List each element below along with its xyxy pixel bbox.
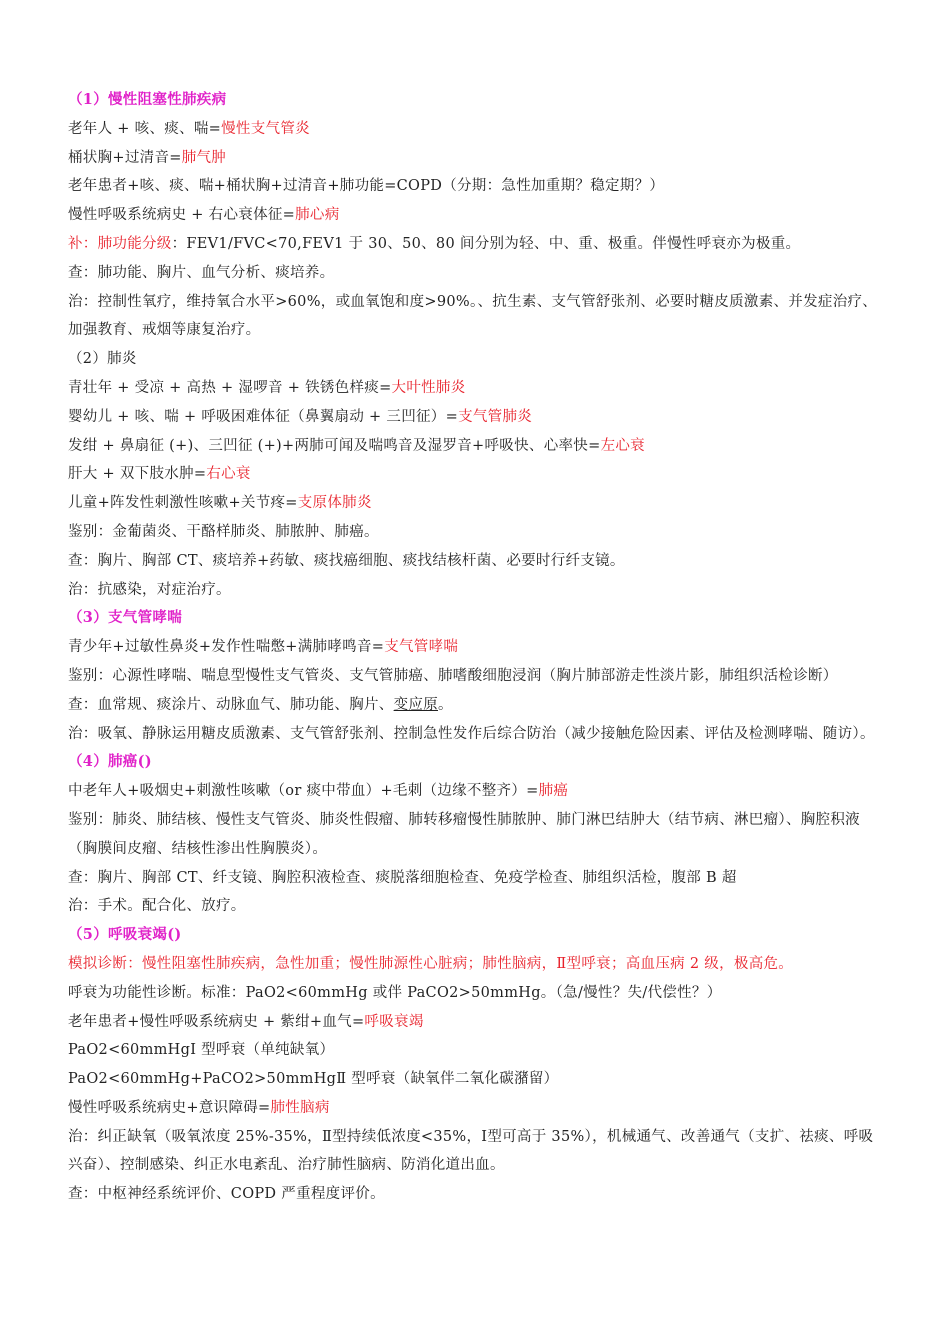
text-line (68, 864, 888, 893)
text-line (68, 172, 888, 201)
text-segment: （4）肺癌() (68, 753, 152, 771)
highlight-text: 左心衰 (600, 437, 645, 454)
text-segment: 发绀 + 鼻扇征 (+)、三凹征 (+)+两肺可闻及喘鸣音及湿罗音+呼吸快、心率快= (68, 437, 601, 454)
text-line (68, 662, 888, 691)
text-line (68, 144, 888, 173)
text-segment: 慢性呼吸系统病史 + 右心衰体征= (68, 207, 296, 224)
text-line (68, 1094, 888, 1123)
text-line (68, 259, 888, 288)
text-line (68, 230, 888, 259)
text-line (68, 1036, 888, 1065)
text-segment: 查：血常规、痰涂片、动脉血气、肺功能、胸片、 (68, 696, 394, 713)
text-line (68, 777, 888, 806)
text-segment: 鉴别：肺炎、肺结核、慢性支气管炎、肺炎性假瘤、肺转移瘤慢性肺脓肿、肺门淋巴结肿大（结节病、淋巴瘤）、胸腔积液（胸膜间皮瘤、结核性渗出性胸膜炎）。 (68, 811, 860, 857)
highlight-text: 支气管哮喘 (384, 639, 459, 656)
text-segment: 鉴别：金葡菌炎、干酪样肺炎、肺脓肿、肺癌。 (68, 523, 379, 540)
highlight-text: 呼吸衰竭 (364, 1013, 424, 1030)
text-segment: 婴幼儿 + 咳、喘 + 呼吸困难体征（鼻翼扇动 + 三凹征）= (68, 408, 459, 425)
text-line (68, 806, 888, 864)
highlight-text: 肺心病 (295, 207, 340, 224)
text-segment: 治：控制性氧疗，维持氧合水平>60%，或血氧饱和度>90%。、抗生素、支气管舒张剂、必要时糖皮质激素、并发症治疗、加强教育、戒烟等康复治疗。 (68, 293, 878, 339)
text-segment: （5）呼吸衰竭() (68, 926, 182, 944)
text-line (68, 576, 888, 605)
text-segment: 查：肺功能、胸片、血气分析、痰培养。 (68, 264, 335, 281)
text-segment: ：FEV1/FVC<70,FEV1 于 30、50、80 间分别为轻、中、重、极重。伴慢性呼衰亦为极重。 (171, 235, 801, 252)
text-line (68, 489, 888, 518)
text-segment: （1）慢性阻塞性肺疾病 (68, 91, 227, 108)
text-line (68, 432, 888, 461)
text-segment: 呼衰为功能性诊断。标准：PaO2<60mmHg 或伴 PaCO2>50mmHg。（急/慢性？失/代偿性？） (68, 984, 722, 1001)
text-segment: 青少年+过敏性鼻炎+发作性喘憋+满肺哮鸣音= (68, 639, 385, 656)
text-line (68, 518, 888, 547)
text-segment: 青壮年 + 受凉 + 高热 + 湿啰音 + 铁锈色样痰= (68, 379, 392, 396)
text-line (68, 633, 888, 662)
text-segment: 治：纠正缺氧（吸氧浓度 25%-35%，Ⅱ型持续低浓度<35%，Ⅰ型可高于 35%），机械通气、改善通气（支扩、祛痰、呼吸兴奋）、控制感染、纠正水电紊乱、治疗肺性脑病、防消化道出血。 (68, 1128, 874, 1174)
highlight-text: 大叶性肺炎 (391, 379, 466, 396)
section-heading (68, 604, 888, 633)
highlight-text: 肺气肿 (181, 149, 227, 166)
text-segment: 老年人 + 咳、痰、喘= (68, 120, 222, 137)
highlight-text: 补： (68, 235, 98, 252)
text-segment: PaO2<60mmHg+PaCO2>50mmHgⅡ 型呼衰（缺氧伴二氧化碳潴留） (68, 1071, 559, 1088)
text-segment: 肝大 + 双下肢水肿= (68, 466, 207, 483)
highlight-text: 右心衰 (206, 466, 251, 483)
text-line (68, 1008, 888, 1037)
highlight-text: 肺性脑病 (270, 1099, 330, 1116)
text-line (68, 1065, 888, 1094)
text-segment: 老年患者+慢性呼吸系统病史 + 紫绀+血气= (68, 1013, 365, 1030)
text-line (68, 547, 888, 576)
text-segment: 治：吸氧、静脉运用糖皮质激素、支气管舒张剂、控制急性发作后综合防治（减少接触危险因素、评估及检测哮喘、随访）。 (68, 725, 875, 742)
text-line (68, 460, 888, 489)
text-line (68, 892, 888, 921)
text-segment: 查：胸片、胸部 CT、痰培养+药敏、痰找癌细胞、痰找结核杆菌、必要时行纤支镜。 (68, 552, 625, 569)
highlight-text: 肺癌 (538, 783, 569, 800)
highlight-text: 慢性支气管炎 (221, 120, 310, 137)
text-line (68, 115, 888, 144)
text-segment: 慢性呼吸系统病史+意识障碍= (68, 1099, 271, 1116)
highlight-text: 肺功能分级 (97, 235, 172, 252)
text-segment: 变应原 (393, 696, 439, 713)
text-segment: 桶状胸+过清音= (68, 149, 182, 166)
section-heading (68, 748, 888, 777)
text-segment: 查：胸片、胸部 CT、纤支镜、胸腔积液检查、痰脱落细胞检查、免疫学检查、肺组织活检，腹部 B 超 (68, 869, 737, 886)
text-segment: （3）支气管哮喘 (68, 609, 182, 627)
text-segment: （2）肺炎 (68, 351, 137, 368)
highlight-text: 支原体肺炎 (297, 495, 372, 512)
text-line (68, 979, 888, 1008)
highlight-text: 支气管肺炎 (458, 408, 533, 425)
text-segment: 模拟诊断：慢性阻塞性肺疾病，急性加重；慢性肺源性心脏病；肺性脑病，Ⅱ型呼衰；高血压病 2 级，极高危。 (68, 955, 794, 972)
text-segment: 治：抗感染，对症治疗。 (68, 581, 231, 598)
text-line (68, 1123, 888, 1181)
text-line (68, 1180, 888, 1209)
text-segment: 儿童+阵发性刺激性咳嗽+关节疼= (68, 495, 298, 512)
text-segment: 。 (438, 696, 453, 713)
document-page (68, 86, 888, 1209)
text-segment: PaO2<60mmHgⅠ 型呼衰（单纯缺氧） (68, 1042, 335, 1059)
text-line (68, 691, 888, 720)
text-segment: 治：手术。配合化、放疗。 (68, 898, 246, 915)
text-line (68, 374, 888, 403)
section-heading (68, 86, 888, 115)
text-line (68, 288, 888, 346)
text-line (68, 403, 888, 432)
text-segment: 中老年人+吸烟史+刺激性咳嗽（or 痰中带血）+毛刺（边缘不整齐）= (68, 783, 539, 800)
text-segment: 老年患者+咳、痰、喘+桶状胸+过清音+肺功能=COPD（分期：急性加重期？稳定期？） (68, 178, 665, 195)
text-segment: 鉴别：心源性哮喘、喘息型慢性支气管炎、支气管肺癌、肺嗜酸细胞浸润（胸片肺部游走性淡片影，肺组织活检诊断） (68, 667, 838, 684)
text-line (68, 720, 888, 749)
text-line (68, 201, 888, 230)
text-line (68, 950, 888, 979)
text-segment: 查：中枢神经系统评价、COPD 严重程度评价。 (68, 1186, 385, 1203)
section-heading (68, 921, 888, 950)
text-line (68, 345, 888, 374)
